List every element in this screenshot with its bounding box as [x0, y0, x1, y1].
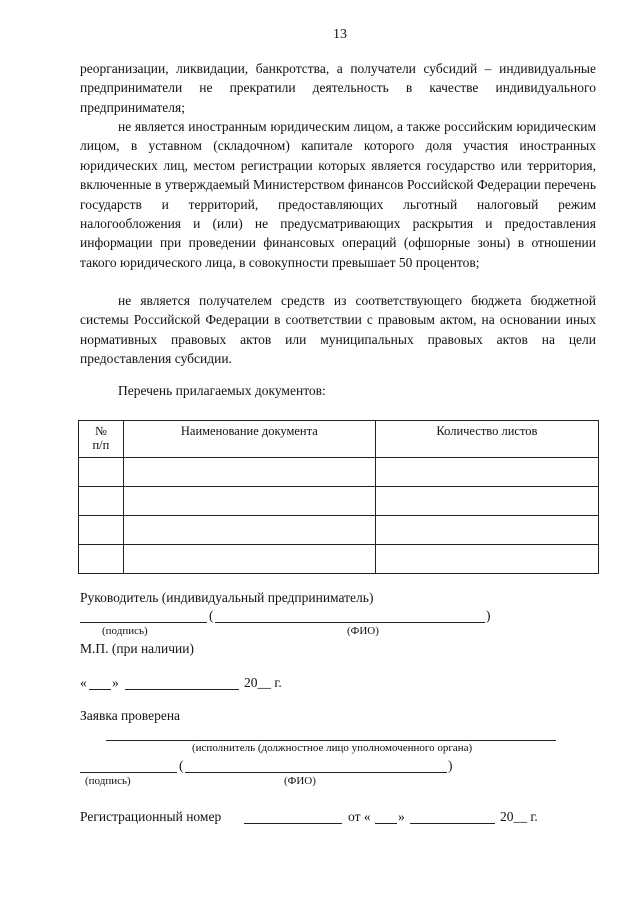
- table-row: [79, 516, 599, 545]
- head-fio-line[interactable]: [215, 622, 485, 623]
- date-day-line[interactable]: [89, 689, 111, 690]
- head-fio-open-paren: (: [209, 608, 214, 623]
- registration-year: 20__ г.: [500, 809, 538, 824]
- executor-caption: (исполнитель (должностное лицо уполномоченного органа): [192, 742, 473, 754]
- row-number-cell[interactable]: [79, 487, 124, 516]
- header-number-symbol: №: [94, 424, 107, 438]
- date-close-quote: »: [112, 675, 119, 690]
- verifier-signature-line[interactable]: [80, 772, 177, 773]
- registration-number-line[interactable]: [244, 823, 342, 824]
- registration-label: Регистрационный номер: [80, 809, 222, 824]
- paragraph-1-text: реорганизации, ликвидации, банкротства, а получатели субсидий – индивидуальные предприниматели не прекратили деятельность в качестве индивидуального предпринимателя;: [80, 61, 596, 115]
- table-row: [79, 458, 599, 487]
- page-number: 13: [333, 27, 347, 42]
- row-sheets-cell[interactable]: [375, 458, 598, 487]
- head-signature-line[interactable]: [80, 622, 207, 623]
- row-name-cell[interactable]: [123, 458, 375, 487]
- verifier-fio-close-paren: ): [448, 758, 453, 773]
- paragraph-1: [80, 59, 596, 117]
- paragraph-2: [80, 117, 596, 272]
- registration-day-line[interactable]: [375, 823, 397, 824]
- header-sheet-count: Количество листов: [375, 421, 598, 458]
- seal-label: М.П. (при наличии): [80, 641, 194, 656]
- header-number: [79, 421, 124, 458]
- head-label: Руководитель (индивидуальный предприниматель): [80, 590, 374, 605]
- table-header-row: [79, 421, 599, 458]
- row-name-cell[interactable]: [123, 516, 375, 545]
- verifier-fio-caption: (ФИО): [284, 775, 316, 787]
- paragraph-3-text: не является получателем средств из соответствующего бюджета бюджетной системы Российской Федерации в соответствии с правовым актом, на основании иных нормативных правовых актов или муниципальных правовых актов на цели предоставления субсидии.: [80, 293, 596, 367]
- header-number-abbr: п/п: [92, 438, 110, 452]
- table-row: [79, 487, 599, 516]
- date-open-quote: «: [80, 675, 87, 690]
- row-name-cell[interactable]: [123, 545, 375, 574]
- documents-list-title: Перечень прилагаемых документов:: [118, 383, 326, 398]
- date-year: 20__ г.: [244, 675, 282, 690]
- row-name-cell[interactable]: [123, 487, 375, 516]
- paragraph-2-text: не является иностранным юридическим лицом, а также российским юридическим лицом, в уставном (складочном) капитале которого доля участия иностранных юридических лиц, местом регистрации которых является государство или территория, включенные в утверждаемый Министерством финансов Российской Федерации перечень государств и территорий, предоставляющих льготный налоговый режим налогообложения и (или) не предусматривающих раскрытия и предоставления информации при проведении финансовых операций (офшорные зоны) в отношении такого юридического лица, в совокупности превышает 50 процентов;: [80, 119, 596, 270]
- row-sheets-cell[interactable]: [375, 487, 598, 516]
- verifier-signature-caption: (подпись): [85, 775, 131, 787]
- paragraph-3: [80, 291, 596, 369]
- verification-label: Заявка проверена: [80, 708, 181, 723]
- row-number-cell[interactable]: [79, 516, 124, 545]
- table-row: [79, 545, 599, 574]
- executor-line[interactable]: [106, 740, 556, 741]
- head-signature-caption: (подпись): [102, 625, 148, 637]
- row-sheets-cell[interactable]: [375, 516, 598, 545]
- row-number-cell[interactable]: [79, 458, 124, 487]
- row-number-cell[interactable]: [79, 545, 124, 574]
- registration-close-quote: »: [398, 809, 405, 824]
- head-fio-close-paren: ): [486, 608, 491, 623]
- registration-month-line[interactable]: [410, 823, 495, 824]
- documents-table: [78, 420, 599, 574]
- row-sheets-cell[interactable]: [375, 545, 598, 574]
- head-fio-caption: (ФИО): [347, 625, 379, 637]
- verifier-fio-open-paren: (: [179, 758, 184, 773]
- registration-from: от «: [348, 809, 371, 824]
- date-month-line[interactable]: [125, 689, 239, 690]
- header-document-name: Наименование документа: [123, 421, 375, 458]
- verifier-fio-line[interactable]: [185, 772, 447, 773]
